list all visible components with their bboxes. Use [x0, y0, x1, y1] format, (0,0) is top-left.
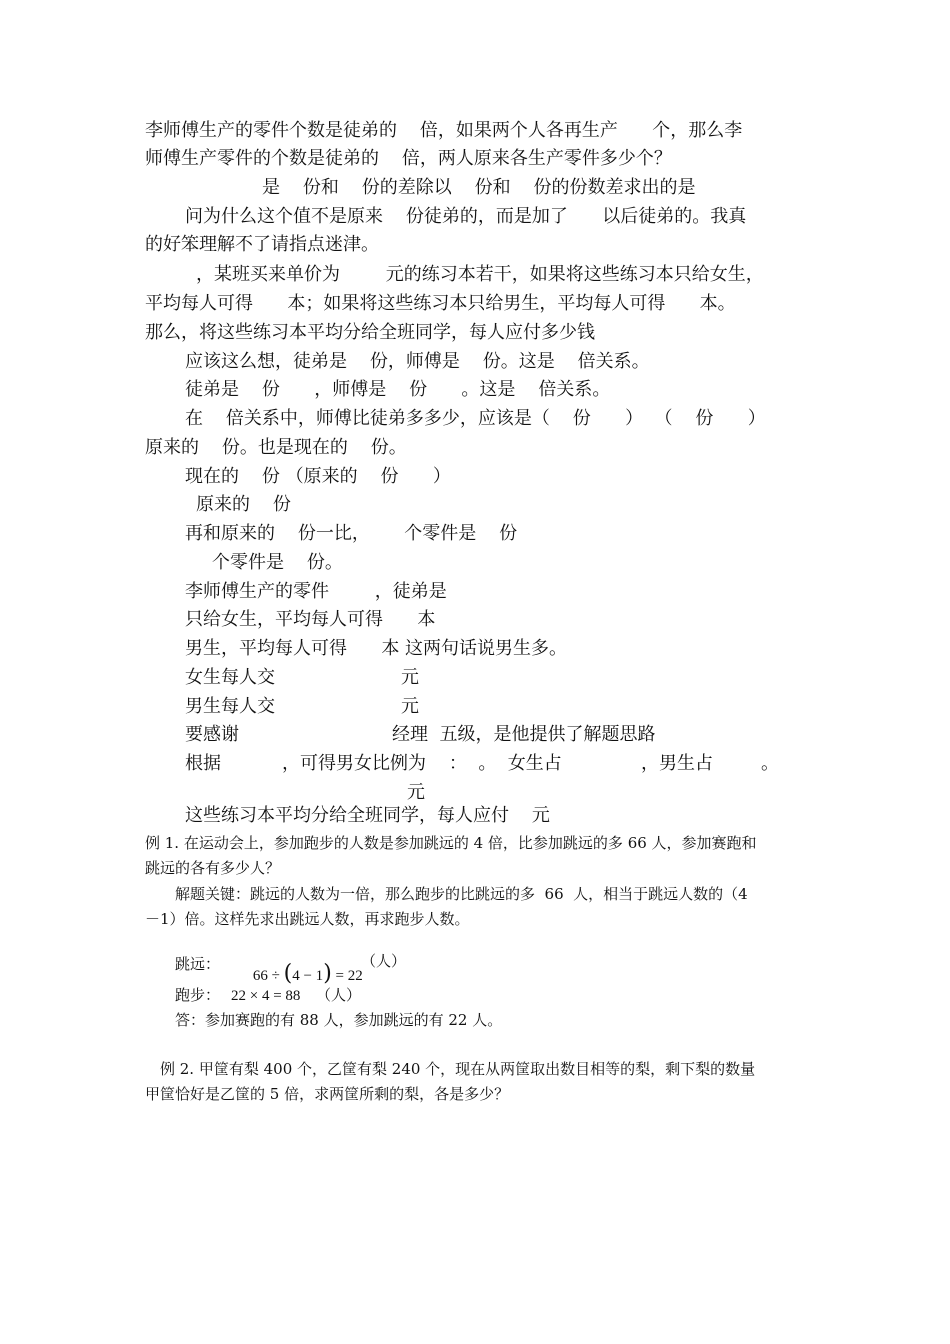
text-line: 应该这么想，徒弟是 份，师傅是 份。这是 倍关系。 [185, 351, 650, 372]
text-line: 元 [401, 696, 419, 717]
example1-answer: 答：参加赛跑的有 88 人，参加跳远的有 22 人。 [175, 1011, 503, 1029]
text-line: 是 份和 份的差除以 份和 份的份数差求出的是 [262, 177, 696, 198]
example1-question: 跳远的各有多少人？ [145, 859, 281, 877]
text-line: 李师傅生产的零件个数是徒弟的 倍，如果两个人各再生产 个，那么李 [145, 120, 743, 141]
jump-unit: （人） [361, 952, 407, 970]
jump-paren-open: ( [283, 961, 293, 986]
text-line: 元 [407, 782, 425, 803]
text-line: ，男生占 [641, 753, 713, 774]
text-line: ，某班买来单价为 元的练习本若干，如果将这些练习本只给女生， [196, 264, 764, 285]
text-line: 只给女生，平均每人可得 本 [185, 609, 436, 630]
text-line: 李师傅生产的零件 ，徒弟是 [185, 581, 447, 602]
text-line: 原来的 份 [196, 494, 291, 515]
text-line: 那么，将这些练习本平均分给全班同学，每人应付多少钱 [145, 322, 595, 343]
text-line: 女生每人交 [185, 667, 275, 688]
text-line: 男生，平均每人可得 本 这两句话说男生多。 [185, 638, 568, 659]
run-unit: （人） [316, 986, 362, 1004]
text-line: 元 [401, 667, 419, 688]
run-expr: 22 × 4 = 88 [231, 988, 301, 1004]
example1-question: 例 1. 在运动会上，参加跑步的人数是参加跳远的 4 倍，比参加跳远的多 66 人，参加赛跑和 [145, 834, 757, 852]
text-line: 根据 [185, 753, 221, 774]
run-label: 跑步： [175, 986, 221, 1004]
jump-expr-b: = 22 [331, 968, 363, 984]
text-line: 徒弟是 份 ，师傅是 份 。这是 倍关系。 [185, 379, 611, 400]
text-line: 平均每人可得 本；如果将这些练习本只给男生，平均每人可得 本。 [145, 293, 736, 314]
example2-question: 甲筐恰好是乙筐的 5 倍，求两筐所剩的梨，各是多少？ [145, 1085, 510, 1103]
text-line: 原来的 份。也是现在的 份。 [145, 437, 407, 458]
text-line: 。 [761, 753, 779, 774]
jump-label: 跳远： [175, 955, 221, 973]
text-line: 男生每人交 [185, 696, 275, 717]
example2-question: 例 2. 甲筐有梨 400 个，乙筐有梨 240 个，现在从两筐取出数目相等的梨，剩下梨的数量 [160, 1060, 756, 1078]
text-line: 这些练习本平均分给全班同学，每人应付 元 [185, 805, 550, 826]
example1-key: 解题关键：跳远的人数为一倍，那么跑步的比跳远的多 66 人，相当于跳远人数的（4 [175, 885, 748, 903]
jump-paren-close: ) [323, 961, 332, 986]
text-line: 师傅生产零件的个数是徒弟的 倍，两人原来各生产零件多少个？ [145, 148, 672, 169]
text-line: 个零件是 份。 [212, 552, 343, 573]
text-line: 的好笨理解不了请指点迷津。 [145, 234, 379, 255]
text-line: 再和原来的 份一比， 个零件是 份 [185, 523, 518, 544]
text-line: ，可得男女比例为 ： 。 女生占 [282, 753, 562, 774]
text-line: 在 倍关系中，师傅比徒弟多多少，应该是（ 份 ） （ 份 ） [185, 408, 766, 429]
text-line: 经理 五级，是他提供了解题思路 [392, 724, 656, 745]
jump-inner: 4 − 1 [292, 968, 324, 984]
text-line: 问为什么这个值不是原来 份徒弟的，而是加了 以后徒弟的。我真 [185, 206, 747, 227]
example1-key: －1）倍。这样先求出跳远人数，再求跑步人数。 [145, 910, 470, 928]
text-line: 现在的 份 （原来的 份 ） [185, 466, 451, 487]
jump-expr-a: 66 ÷ [252, 968, 284, 984]
text-line: 要感谢 [185, 724, 239, 745]
